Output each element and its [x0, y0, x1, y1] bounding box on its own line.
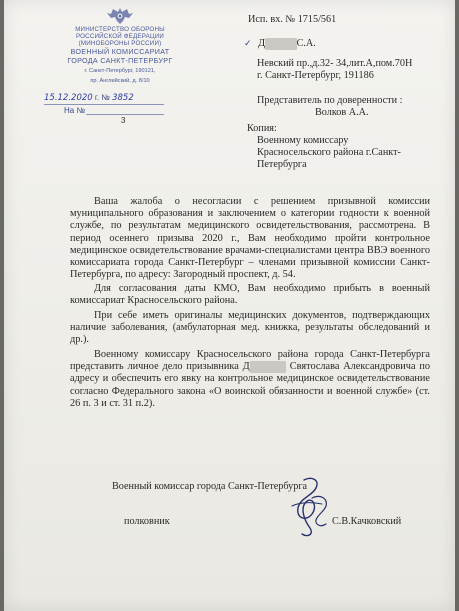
recipient-address-line1: Невский пр.,д.32- 34,лит.А,пом.70Н [257, 58, 413, 69]
copy-line1: Военному комиссару [257, 135, 349, 146]
stamp-ministry-line3: (МИНОБОРОНЫ РОССИИ) [78, 40, 162, 47]
body-paragraph-1 [70, 196, 430, 281]
body-paragraph-4-text-b: Святослава Александровича по адресу и обеспечить его явку на контрольное медицинское освидетельствование согласно Федерального закона «О воинской обязанности и военной службе» (ст. 26 п. 3 и ст. 31 п.2). [70, 361, 431, 409]
reference-number-line [64, 106, 85, 115]
reference-underline [86, 114, 164, 115]
check-mark-icon: ✓ [244, 38, 252, 48]
signatory-title: Военный комиссар города Санкт-Петербурга [112, 481, 308, 492]
copy-label: Копия: [247, 123, 277, 134]
registration-number: 3852 [112, 93, 134, 103]
stamp-address-line2: пр. Английский, д. 8/10 [90, 77, 150, 84]
recipient-initials: С.А. [296, 38, 316, 49]
stamp-address-line1: г. Санкт-Петербург, 190121, [84, 68, 156, 74]
signatory-name: С.В.Качковский [332, 516, 402, 527]
body-paragraph-1-text: Ваша жалоба о несогласии с решением призывной комиссии муниципального образования и заключением о категории годности к военной службе, по результатам медицинского освидетельствования, рассмотрена. В период осеннего призыва 2020 г., Вам необходимо пройти контрольное медицинское освидетельствование врачами-специалистами центра ВВЭ военного комиссариата города Санкт-Петербург – членами призывной комиссии Санкт-Петербурга, по адресу: Загородный проспект, д. 54. [70, 196, 430, 281]
registration-date-line [44, 93, 134, 103]
body-paragraph-2-text: Для согласования даты КМО, Вам необходимо прибыть в военный комиссариат Красносельского района. [70, 283, 430, 307]
copy-line2: Красносельского района г.Санкт- [257, 147, 401, 158]
body-paragraph-3 [70, 310, 430, 347]
conscript-redacted [250, 361, 286, 373]
stamp-ministry-line1: МИНИСТЕРСТВО ОБОРОНЫ [75, 26, 165, 33]
stamp-commissariat-line1: ВОЕННЫЙ КОМИССАРИАТ [70, 47, 170, 56]
conscript-initial: Д [242, 361, 250, 373]
representative-label: Представитель по доверенности : [257, 95, 403, 106]
signatory-rank: полковник [124, 516, 170, 527]
body-paragraph-4-text-a: Военному комиссару Красносельского района города Санкт-Петербурга представить личное дело призывника [70, 349, 430, 373]
body-paragraph-3-text: При себе иметь оригиналы медицинских документов, подтверждающих наличие заболевания, (амбулаторная мед. книжка, результаты обследований и др.). [70, 310, 430, 346]
copy-line3: Петербурга [257, 159, 307, 170]
page-mark: 3 [121, 116, 126, 125]
official-stamp [40, 6, 200, 84]
recipient-initial: Д [258, 38, 266, 49]
recipient-name [244, 37, 316, 50]
recipient-address-line2: г. Санкт-Петербург, 191186 [257, 70, 374, 81]
eagle-emblem-icon [105, 6, 135, 26]
handwritten-signature [282, 476, 344, 540]
representative-name: Волков А.А. [315, 107, 369, 118]
registration-underline [44, 104, 164, 105]
stamp-commissariat-line2: ГОРОДА САНКТ-ПЕТЕРБУРГ [67, 56, 173, 65]
body-paragraph-4 [70, 349, 430, 410]
letter-page [4, 0, 455, 611]
recipient-redacted [265, 38, 297, 50]
outgoing-number: Исп. вх. № 1715/561 [248, 14, 337, 25]
stamp-ministry-line2: РОССИЙСКОЙ ФЕДЕРАЦИИ [75, 33, 165, 40]
registration-date: 15.12.2020 [44, 93, 93, 103]
body-paragraph-2 [70, 283, 430, 307]
reference-number-label: На № [64, 106, 86, 115]
registration-date-separator: г. № [94, 93, 110, 102]
